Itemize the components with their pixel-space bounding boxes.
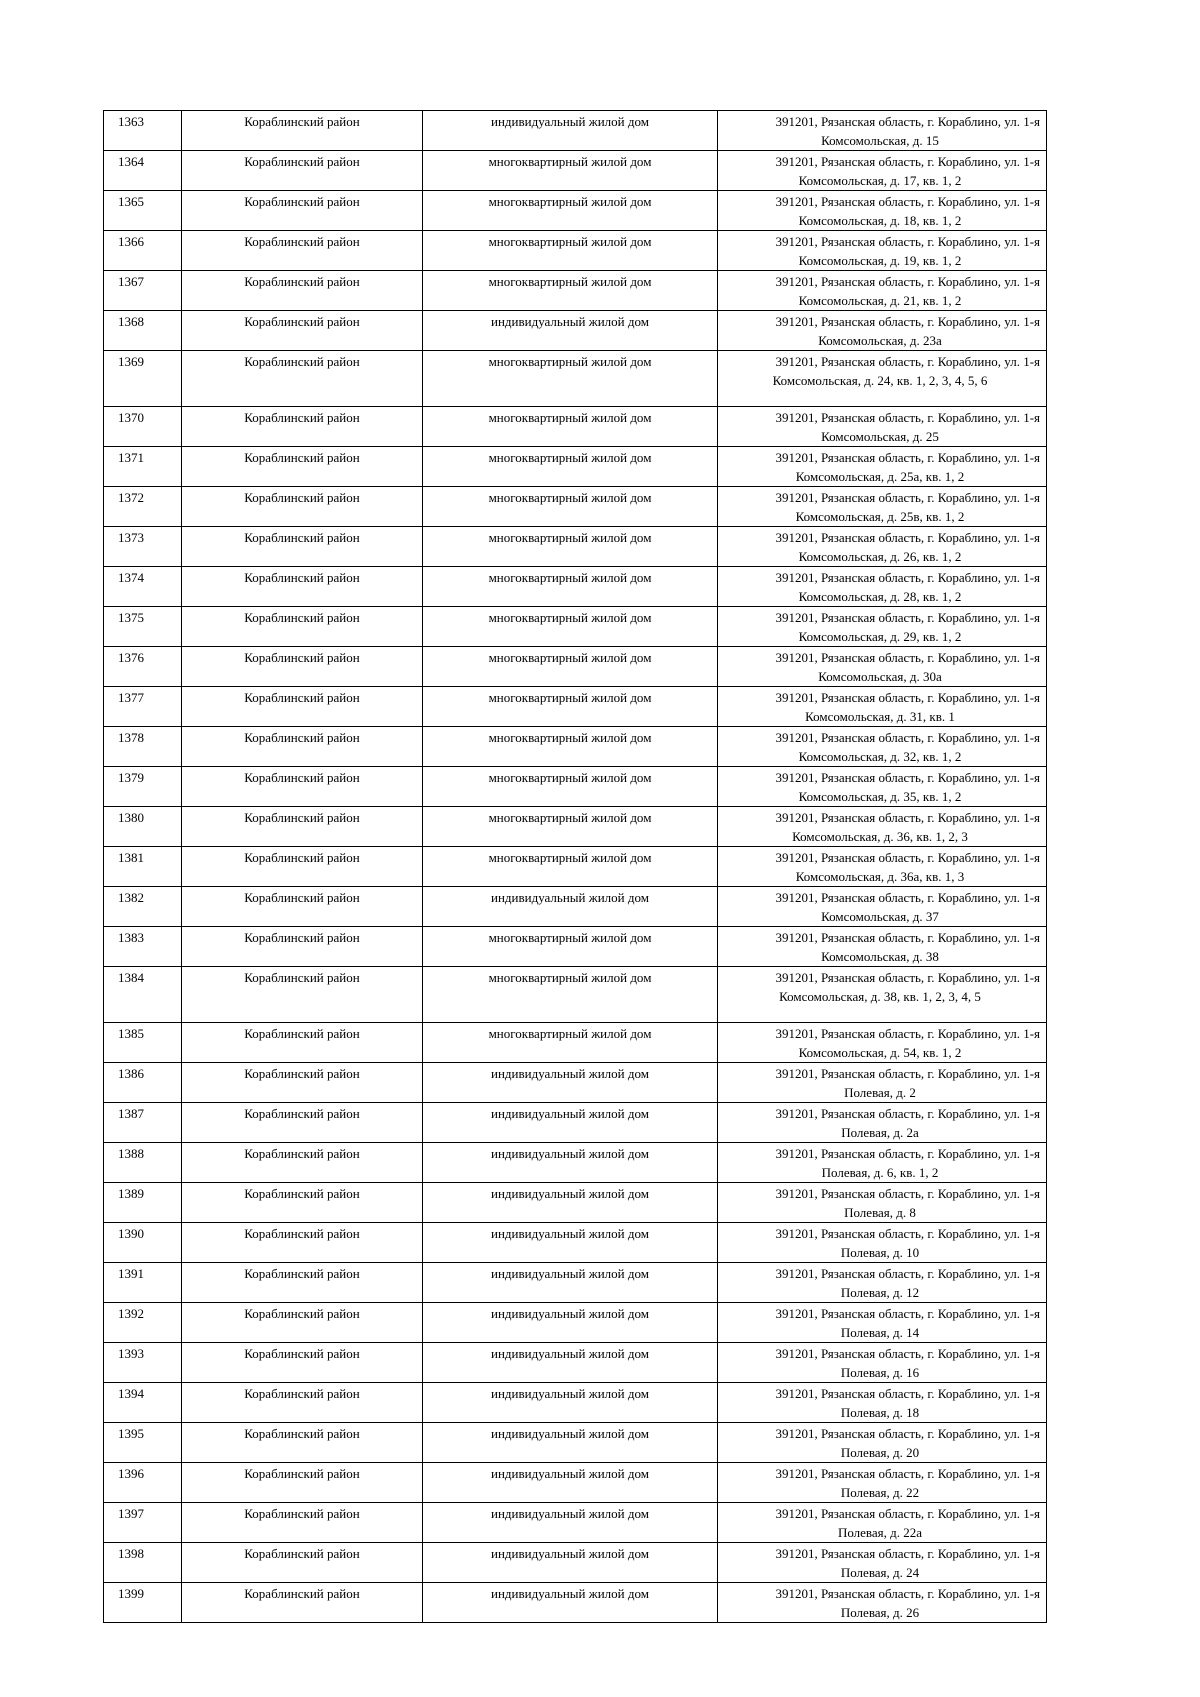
table-row xyxy=(104,1023,1047,1063)
address-cell xyxy=(718,1303,1047,1343)
building-type-cell: индивидуальный жилой дом xyxy=(423,1263,718,1303)
address-line-2: Полевая, д. 22 xyxy=(840,1485,920,1500)
row-number-cell: 1379 xyxy=(104,767,182,807)
table-row xyxy=(104,151,1047,191)
row-number-cell: 1397 xyxy=(104,1503,182,1543)
building-type-cell: многоквартирный жилой дом xyxy=(423,191,718,231)
address-line-2: Комсомольская, д. 38 xyxy=(821,949,939,964)
register-table xyxy=(103,110,1047,1623)
table-row xyxy=(104,967,1047,1023)
address-line-2: Комсомольская, д. 19, кв. 1, 2 xyxy=(798,253,962,268)
building-type-cell: многоквартирный жилой дом xyxy=(423,927,718,967)
address-line-1: 391201, Рязанская область, г. Кораблино, ул. 1-я xyxy=(775,690,1040,705)
address-cell xyxy=(718,1503,1047,1543)
address-line-2: Полевая, д. 2 xyxy=(844,1085,916,1100)
table-row xyxy=(104,351,1047,407)
table-row xyxy=(104,111,1047,151)
address-cell xyxy=(718,1063,1047,1103)
address-line-2: Комсомольская, д. 23а xyxy=(818,333,942,348)
address-cell xyxy=(718,487,1047,527)
row-number-cell: 1365 xyxy=(104,191,182,231)
table-row xyxy=(104,847,1047,887)
building-type-cell: индивидуальный жилой дом xyxy=(423,1383,718,1423)
building-type-cell: многоквартирный жилой дом xyxy=(423,567,718,607)
address-cell xyxy=(718,1103,1047,1143)
address-cell xyxy=(718,607,1047,647)
district-cell: Кораблинский район xyxy=(182,847,423,887)
address-line-1: 391201, Рязанская область, г. Кораблино, ул. 1-я xyxy=(775,1426,1040,1441)
address-cell xyxy=(718,111,1047,151)
row-number-cell: 1368 xyxy=(104,311,182,351)
building-type-cell: индивидуальный жилой дом xyxy=(423,1463,718,1503)
row-number-cell: 1390 xyxy=(104,1223,182,1263)
address-line-2: Полевая, д. 12 xyxy=(840,1285,920,1300)
building-type-cell: индивидуальный жилой дом xyxy=(423,1503,718,1543)
district-cell: Кораблинский район xyxy=(182,1023,423,1063)
address-cell xyxy=(718,967,1047,1023)
address-line-1: 391201, Рязанская область, г. Кораблино, ул. 1-я xyxy=(775,194,1040,209)
address-line-1: 391201, Рязанская область, г. Кораблино, ул. 1-я xyxy=(775,234,1040,249)
row-number-cell: 1375 xyxy=(104,607,182,647)
address-line-1: 391201, Рязанская область, г. Кораблино, ул. 1-я xyxy=(775,770,1040,785)
district-cell: Кораблинский район xyxy=(182,807,423,847)
district-cell: Кораблинский район xyxy=(182,1543,423,1583)
district-cell: Кораблинский район xyxy=(182,487,423,527)
district-cell: Кораблинский район xyxy=(182,967,423,1023)
building-type-cell: индивидуальный жилой дом xyxy=(423,1543,718,1583)
district-cell: Кораблинский район xyxy=(182,407,423,447)
address-line-1: 391201, Рязанская область, г. Кораблино, ул. 1-я xyxy=(775,890,1040,905)
building-type-cell: индивидуальный жилой дом xyxy=(423,1343,718,1383)
register-table-body xyxy=(104,111,1047,1623)
address-line-2: Комсомольская, д. 17, кв. 1, 2 xyxy=(798,173,962,188)
table-row xyxy=(104,687,1047,727)
building-type-cell: многоквартирный жилой дом xyxy=(423,351,718,407)
table-row xyxy=(104,1543,1047,1583)
building-type-cell: многоквартирный жилой дом xyxy=(423,1023,718,1063)
table-row xyxy=(104,407,1047,447)
building-type-cell: многоквартирный жилой дом xyxy=(423,447,718,487)
address-cell xyxy=(718,1143,1047,1183)
row-number-cell: 1363 xyxy=(104,111,182,151)
building-type-cell: многоквартирный жилой дом xyxy=(423,767,718,807)
row-number-cell: 1370 xyxy=(104,407,182,447)
address-line-2: Комсомольская, д. 25 xyxy=(821,429,939,444)
address-cell xyxy=(718,1343,1047,1383)
row-number-cell: 1384 xyxy=(104,967,182,1023)
building-type-cell: многоквартирный жилой дом xyxy=(423,527,718,567)
address-line-1: 391201, Рязанская область, г. Кораблино, ул. 1-я xyxy=(775,410,1040,425)
address-line-2: Комсомольская, д. 36, кв. 1, 2, 3 xyxy=(792,829,968,844)
address-cell xyxy=(718,1383,1047,1423)
address-cell xyxy=(718,271,1047,311)
address-line-2: Комсомольская, д. 36а, кв. 1, 3 xyxy=(795,869,965,884)
address-line-1: 391201, Рязанская область, г. Кораблино, ул. 1-я xyxy=(775,490,1040,505)
district-cell: Кораблинский район xyxy=(182,1103,423,1143)
address-line-2: Полевая, д. 22а xyxy=(837,1525,923,1540)
address-cell xyxy=(718,191,1047,231)
address-cell xyxy=(718,847,1047,887)
building-type-cell: индивидуальный жилой дом xyxy=(423,1303,718,1343)
address-line-1: 391201, Рязанская область, г. Кораблино, ул. 1-я xyxy=(775,114,1040,129)
district-cell: Кораблинский район xyxy=(182,1423,423,1463)
table-row xyxy=(104,1583,1047,1623)
table-row xyxy=(104,927,1047,967)
row-number-cell: 1386 xyxy=(104,1063,182,1103)
address-line-2: Полевая, д. 16 xyxy=(840,1365,920,1380)
table-row xyxy=(104,1343,1047,1383)
table-row xyxy=(104,311,1047,351)
address-line-2: Комсомольская, д. 28, кв. 1, 2 xyxy=(798,589,962,604)
table-row xyxy=(104,1463,1047,1503)
address-line-1: 391201, Рязанская область, г. Кораблино, ул. 1-я xyxy=(775,1586,1040,1601)
district-cell: Кораблинский район xyxy=(182,447,423,487)
table-row xyxy=(104,1303,1047,1343)
address-line-1: 391201, Рязанская область, г. Кораблино, ул. 1-я xyxy=(775,1306,1040,1321)
address-cell xyxy=(718,447,1047,487)
building-type-cell: индивидуальный жилой дом xyxy=(423,1423,718,1463)
building-type-cell: индивидуальный жилой дом xyxy=(423,887,718,927)
address-line-1: 391201, Рязанская область, г. Кораблино, ул. 1-я xyxy=(775,1466,1040,1481)
address-cell xyxy=(718,727,1047,767)
row-number-cell: 1378 xyxy=(104,727,182,767)
district-cell: Кораблинский район xyxy=(182,927,423,967)
row-number-cell: 1387 xyxy=(104,1103,182,1143)
table-row xyxy=(104,1063,1047,1103)
address-line-1: 391201, Рязанская область, г. Кораблино, ул. 1-я xyxy=(775,650,1040,665)
address-line-2: Комсомольская, д. 26, кв. 1, 2 xyxy=(798,549,962,564)
address-line-1: 391201, Рязанская область, г. Кораблино, ул. 1-я xyxy=(775,730,1040,745)
address-line-2: Полевая, д. 8 xyxy=(844,1205,916,1220)
building-type-cell: многоквартирный жилой дом xyxy=(423,607,718,647)
address-line-2: Комсомольская, д. 31, кв. 1 xyxy=(805,709,955,724)
address-line-2: Комсомольская, д. 54, кв. 1, 2 xyxy=(798,1045,962,1060)
table-row xyxy=(104,447,1047,487)
row-number-cell: 1385 xyxy=(104,1023,182,1063)
table-row xyxy=(104,607,1047,647)
row-number-cell: 1399 xyxy=(104,1583,182,1623)
building-type-cell: многоквартирный жилой дом xyxy=(423,967,718,1023)
address-line-2: Комсомольская, д. 15 xyxy=(821,133,939,148)
table-row xyxy=(104,1143,1047,1183)
row-number-cell: 1376 xyxy=(104,647,182,687)
row-number-cell: 1392 xyxy=(104,1303,182,1343)
address-cell xyxy=(718,311,1047,351)
table-row xyxy=(104,487,1047,527)
address-line-1: 391201, Рязанская область, г. Кораблино, ул. 1-я xyxy=(775,570,1040,585)
building-type-cell: многоквартирный жилой дом xyxy=(423,847,718,887)
row-number-cell: 1380 xyxy=(104,807,182,847)
address-cell xyxy=(718,927,1047,967)
table-row xyxy=(104,727,1047,767)
row-number-cell: 1396 xyxy=(104,1463,182,1503)
table-row xyxy=(104,887,1047,927)
district-cell: Кораблинский район xyxy=(182,1583,423,1623)
district-cell: Кораблинский район xyxy=(182,1263,423,1303)
address-cell xyxy=(718,887,1047,927)
district-cell: Кораблинский район xyxy=(182,351,423,407)
row-number-cell: 1381 xyxy=(104,847,182,887)
building-type-cell: многоквартирный жилой дом xyxy=(423,727,718,767)
table-row xyxy=(104,527,1047,567)
row-number-cell: 1371 xyxy=(104,447,182,487)
address-cell xyxy=(718,1423,1047,1463)
building-type-cell: индивидуальный жилой дом xyxy=(423,1063,718,1103)
row-number-cell: 1393 xyxy=(104,1343,182,1383)
row-number-cell: 1383 xyxy=(104,927,182,967)
address-line-2: Комсомольская, д. 30а xyxy=(818,669,942,684)
building-type-cell: индивидуальный жилой дом xyxy=(423,111,718,151)
address-cell xyxy=(718,1463,1047,1503)
address-line-1: 391201, Рязанская область, г. Кораблино, ул. 1-я xyxy=(775,314,1040,329)
table-row xyxy=(104,1383,1047,1423)
row-number-cell: 1391 xyxy=(104,1263,182,1303)
address-cell xyxy=(718,1263,1047,1303)
address-line-1: 391201, Рязанская область, г. Кораблино, ул. 1-я xyxy=(775,930,1040,945)
address-line-1: 391201, Рязанская область, г. Кораблино, ул. 1-я xyxy=(775,1066,1040,1081)
table-row xyxy=(104,647,1047,687)
table-row xyxy=(104,767,1047,807)
address-line-2: Комсомольская, д. 35, кв. 1, 2 xyxy=(798,789,962,804)
address-line-2: Комсомольская, д. 25а, кв. 1, 2 xyxy=(795,469,965,484)
address-cell xyxy=(718,767,1047,807)
row-number-cell: 1367 xyxy=(104,271,182,311)
table-row xyxy=(104,1183,1047,1223)
address-line-1: 391201, Рязанская область, г. Кораблино, ул. 1-я xyxy=(775,1146,1040,1161)
district-cell: Кораблинский район xyxy=(182,1063,423,1103)
district-cell: Кораблинский район xyxy=(182,271,423,311)
district-cell: Кораблинский район xyxy=(182,231,423,271)
district-cell: Кораблинский район xyxy=(182,527,423,567)
district-cell: Кораблинский район xyxy=(182,647,423,687)
district-cell: Кораблинский район xyxy=(182,311,423,351)
address-line-1: 391201, Рязанская область, г. Кораблино, ул. 1-я xyxy=(775,610,1040,625)
district-cell: Кораблинский район xyxy=(182,1503,423,1543)
address-line-1: 391201, Рязанская область, г. Кораблино, ул. 1-я xyxy=(775,1186,1040,1201)
table-row xyxy=(104,1423,1047,1463)
address-line-1: 391201, Рязанская область, г. Кораблино, ул. 1-я xyxy=(775,1506,1040,1521)
row-number-cell: 1382 xyxy=(104,887,182,927)
row-number-cell: 1395 xyxy=(104,1423,182,1463)
address-line-1: 391201, Рязанская область, г. Кораблино, ул. 1-я xyxy=(775,450,1040,465)
table-row xyxy=(104,1503,1047,1543)
building-type-cell: многоквартирный жилой дом xyxy=(423,407,718,447)
building-type-cell: индивидуальный жилой дом xyxy=(423,1183,718,1223)
row-number-cell: 1366 xyxy=(104,231,182,271)
table-row xyxy=(104,807,1047,847)
building-type-cell: многоквартирный жилой дом xyxy=(423,647,718,687)
building-type-cell: многоквартирный жилой дом xyxy=(423,807,718,847)
row-number-cell: 1374 xyxy=(104,567,182,607)
district-cell: Кораблинский район xyxy=(182,1463,423,1503)
table-row xyxy=(104,191,1047,231)
address-line-2: Комсомольская, д. 29, кв. 1, 2 xyxy=(798,629,962,644)
address-cell xyxy=(718,1023,1047,1063)
address-line-2: Полевая, д. 20 xyxy=(840,1445,920,1460)
address-line-1: 391201, Рязанская область, г. Кораблино, ул. 1-я xyxy=(775,810,1040,825)
building-type-cell: многоквартирный жилой дом xyxy=(423,231,718,271)
row-number-cell: 1364 xyxy=(104,151,182,191)
building-type-cell: индивидуальный жилой дом xyxy=(423,1143,718,1183)
row-number-cell: 1394 xyxy=(104,1383,182,1423)
address-line-1: 391201, Рязанская область, г. Кораблино, ул. 1-я xyxy=(775,970,1040,985)
building-type-cell: индивидуальный жилой дом xyxy=(423,1583,718,1623)
address-line-1: 391201, Рязанская область, г. Кораблино, ул. 1-я xyxy=(775,1266,1040,1281)
row-number-cell: 1398 xyxy=(104,1543,182,1583)
address-line-2: Полевая, д. 14 xyxy=(840,1325,920,1340)
address-line-1: 391201, Рязанская область, г. Кораблино, ул. 1-я xyxy=(775,1346,1040,1361)
table-row xyxy=(104,1263,1047,1303)
address-line-1: 391201, Рязанская область, г. Кораблино, ул. 1-я xyxy=(775,354,1040,369)
address-line-2: Полевая, д. 10 xyxy=(840,1245,920,1260)
row-number-cell: 1389 xyxy=(104,1183,182,1223)
table-row xyxy=(104,231,1047,271)
district-cell: Кораблинский район xyxy=(182,1183,423,1223)
row-number-cell: 1388 xyxy=(104,1143,182,1183)
district-cell: Кораблинский район xyxy=(182,607,423,647)
district-cell: Кораблинский район xyxy=(182,767,423,807)
address-cell xyxy=(718,1183,1047,1223)
address-line-2: Комсомольская, д. 32, кв. 1, 2 xyxy=(798,749,962,764)
address-line-1: 391201, Рязанская область, г. Кораблино, ул. 1-я xyxy=(775,1546,1040,1561)
address-line-1: 391201, Рязанская область, г. Кораблино, ул. 1-я xyxy=(775,1106,1040,1121)
address-cell xyxy=(718,1223,1047,1263)
address-line-2: Полевая, д. 6, кв. 1, 2 xyxy=(821,1165,939,1180)
building-type-cell: индивидуальный жилой дом xyxy=(423,1103,718,1143)
address-line-1: 391201, Рязанская область, г. Кораблино, ул. 1-я xyxy=(775,1386,1040,1401)
address-line-1: 391201, Рязанская область, г. Кораблино, ул. 1-я xyxy=(775,1026,1040,1041)
district-cell: Кораблинский район xyxy=(182,887,423,927)
table-row xyxy=(104,1223,1047,1263)
district-cell: Кораблинский район xyxy=(182,1383,423,1423)
building-type-cell: многоквартирный жилой дом xyxy=(423,687,718,727)
building-type-cell: многоквартирный жилой дом xyxy=(423,151,718,191)
address-cell xyxy=(718,407,1047,447)
district-cell: Кораблинский район xyxy=(182,191,423,231)
district-cell: Кораблинский район xyxy=(182,1343,423,1383)
address-line-1: 391201, Рязанская область, г. Кораблино, ул. 1-я xyxy=(775,154,1040,169)
row-number-cell: 1377 xyxy=(104,687,182,727)
building-type-cell: индивидуальный жилой дом xyxy=(423,311,718,351)
address-cell xyxy=(718,151,1047,191)
address-line-2: Полевая, д. 18 xyxy=(840,1405,920,1420)
address-cell xyxy=(718,231,1047,271)
address-line-2: Полевая, д. 26 xyxy=(840,1605,920,1620)
district-cell: Кораблинский район xyxy=(182,567,423,607)
row-number-cell: 1369 xyxy=(104,351,182,407)
address-line-1: 391201, Рязанская область, г. Кораблино, ул. 1-я xyxy=(775,530,1040,545)
district-cell: Кораблинский район xyxy=(182,727,423,767)
building-type-cell: многоквартирный жилой дом xyxy=(423,487,718,527)
address-cell xyxy=(718,1583,1047,1623)
district-cell: Кораблинский район xyxy=(182,687,423,727)
district-cell: Кораблинский район xyxy=(182,1223,423,1263)
district-cell: Кораблинский район xyxy=(182,111,423,151)
address-line-2: Комсомольская, д. 37 xyxy=(821,909,939,924)
address-line-1: 391201, Рязанская область, г. Кораблино, ул. 1-я xyxy=(775,850,1040,865)
row-number-cell: 1372 xyxy=(104,487,182,527)
building-type-cell: многоквартирный жилой дом xyxy=(423,271,718,311)
address-cell xyxy=(718,351,1047,407)
district-cell: Кораблинский район xyxy=(182,1303,423,1343)
address-line-1: 391201, Рязанская область, г. Кораблино, ул. 1-я xyxy=(775,1226,1040,1241)
address-line-2: Комсомольская, д. 38, кв. 1, 2, 3, 4, 5 xyxy=(779,989,981,1004)
address-cell xyxy=(718,527,1047,567)
table-row xyxy=(104,567,1047,607)
address-line-2: Комсомольская, д. 21, кв. 1, 2 xyxy=(798,293,962,308)
address-line-2: Комсомольская, д. 25в, кв. 1, 2 xyxy=(795,509,965,524)
address-line-1: 391201, Рязанская область, г. Кораблино, ул. 1-я xyxy=(775,274,1040,289)
row-number-cell: 1373 xyxy=(104,527,182,567)
address-line-2: Комсомольская, д. 18, кв. 1, 2 xyxy=(798,213,962,228)
address-cell xyxy=(718,807,1047,847)
district-cell: Кораблинский район xyxy=(182,1143,423,1183)
address-line-2: Комсомольская, д. 24, кв. 1, 2, 3, 4, 5, 6 xyxy=(772,373,988,388)
address-cell xyxy=(718,687,1047,727)
district-cell: Кораблинский район xyxy=(182,151,423,191)
building-type-cell: индивидуальный жилой дом xyxy=(423,1223,718,1263)
address-line-2: Полевая, д. 2а xyxy=(841,1125,919,1140)
address-cell xyxy=(718,647,1047,687)
table-row xyxy=(104,271,1047,311)
address-line-2: Полевая, д. 24 xyxy=(840,1565,920,1580)
address-cell xyxy=(718,1543,1047,1583)
address-cell xyxy=(718,567,1047,607)
table-row xyxy=(104,1103,1047,1143)
